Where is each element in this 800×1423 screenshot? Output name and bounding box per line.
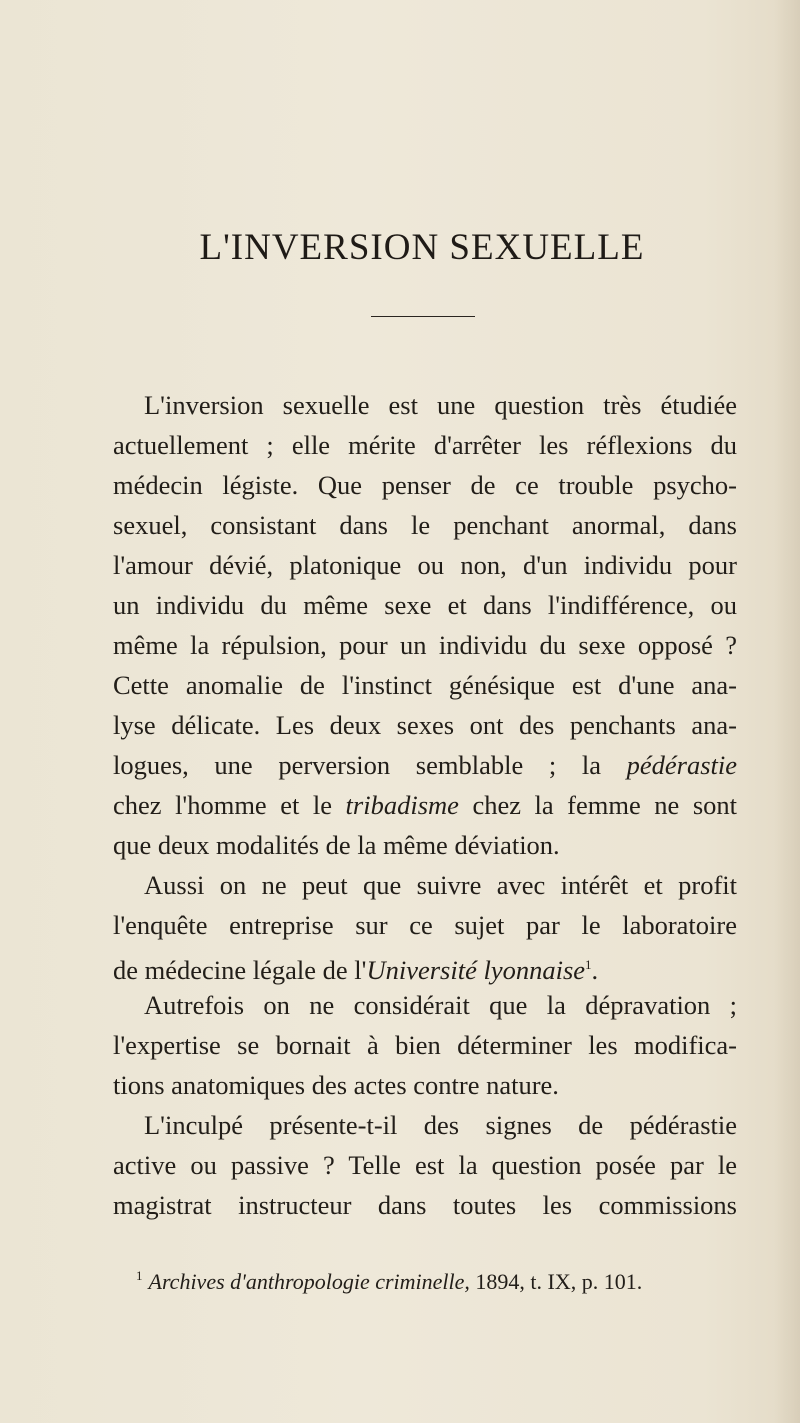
text-line: Aussi on ne peut que suivre avec intérêt et profit <box>144 870 737 900</box>
line-text: de médecine légale de l' <box>113 955 367 985</box>
italic-term: pédérastie <box>626 750 737 780</box>
italic-term: Université lyonnaise <box>366 955 586 985</box>
footnote-reference[interactable]: 1 <box>585 957 592 972</box>
text-line: Autrefois on ne considérait que la dépravation ; <box>144 990 737 1020</box>
text-line: l'enquête entreprise sur ce sujet par le laboratoire <box>113 910 737 940</box>
italic-term: tribadisme <box>345 790 459 820</box>
text-line <box>113 945 737 985</box>
text-line: magistrat instructeur dans toutes les commissions <box>113 1190 737 1220</box>
text-line: même la répulsion, pour un individu du sexe opposé ? <box>113 630 737 660</box>
line-text: logues, une perversion semblable ; la <box>113 750 627 780</box>
text-line: sexuel, consistant dans le penchant anormal, dans <box>113 510 737 540</box>
text-line: actuellement ; elle mérite d'arrêter les réflexions du <box>113 430 737 460</box>
text-line <box>113 785 737 825</box>
text-line: active ou passive ? Telle est la question posée par le <box>113 1150 737 1180</box>
chapter-title: L'INVERSION SEXUELLE <box>199 227 645 268</box>
text-line: L'inculpé présente-t-il des signes de pédérastie <box>144 1110 737 1140</box>
footnote-mark: 1 <box>136 1268 143 1283</box>
text-line <box>113 745 737 785</box>
footnote-source: Archives d'anthropologie criminelle, <box>148 1269 470 1294</box>
page-edge-shadow <box>774 0 800 1423</box>
line-text: chez la femme ne sont <box>458 790 737 820</box>
text-line: un individu du même sexe et dans l'indifférence, ou <box>113 590 737 620</box>
text-line: tions anatomiques des actes contre nature. <box>113 1070 559 1100</box>
line-text: . <box>591 955 599 985</box>
title-rule <box>371 316 475 317</box>
text-line: l'expertise se bornait à bien déterminer les modifica- <box>113 1030 737 1060</box>
footnote <box>136 1268 642 1295</box>
text-line: Cette anomalie de l'instinct génésique est d'une ana- <box>113 670 737 700</box>
footnote-citation: 1894, t. IX, p. 101. <box>469 1269 643 1294</box>
text-line: médecin légiste. Que penser de ce trouble psycho- <box>113 470 737 500</box>
line-text: chez l'homme et le <box>113 790 346 820</box>
text-line: l'amour dévié, platonique ou non, d'un individu pour <box>113 550 737 580</box>
text-line: lyse délicate. Les deux sexes ont des penchants ana- <box>113 710 737 740</box>
text-line: que deux modalités de la même déviation. <box>113 830 560 860</box>
text-line: L'inversion sexuelle est une question très étudiée <box>144 390 737 420</box>
